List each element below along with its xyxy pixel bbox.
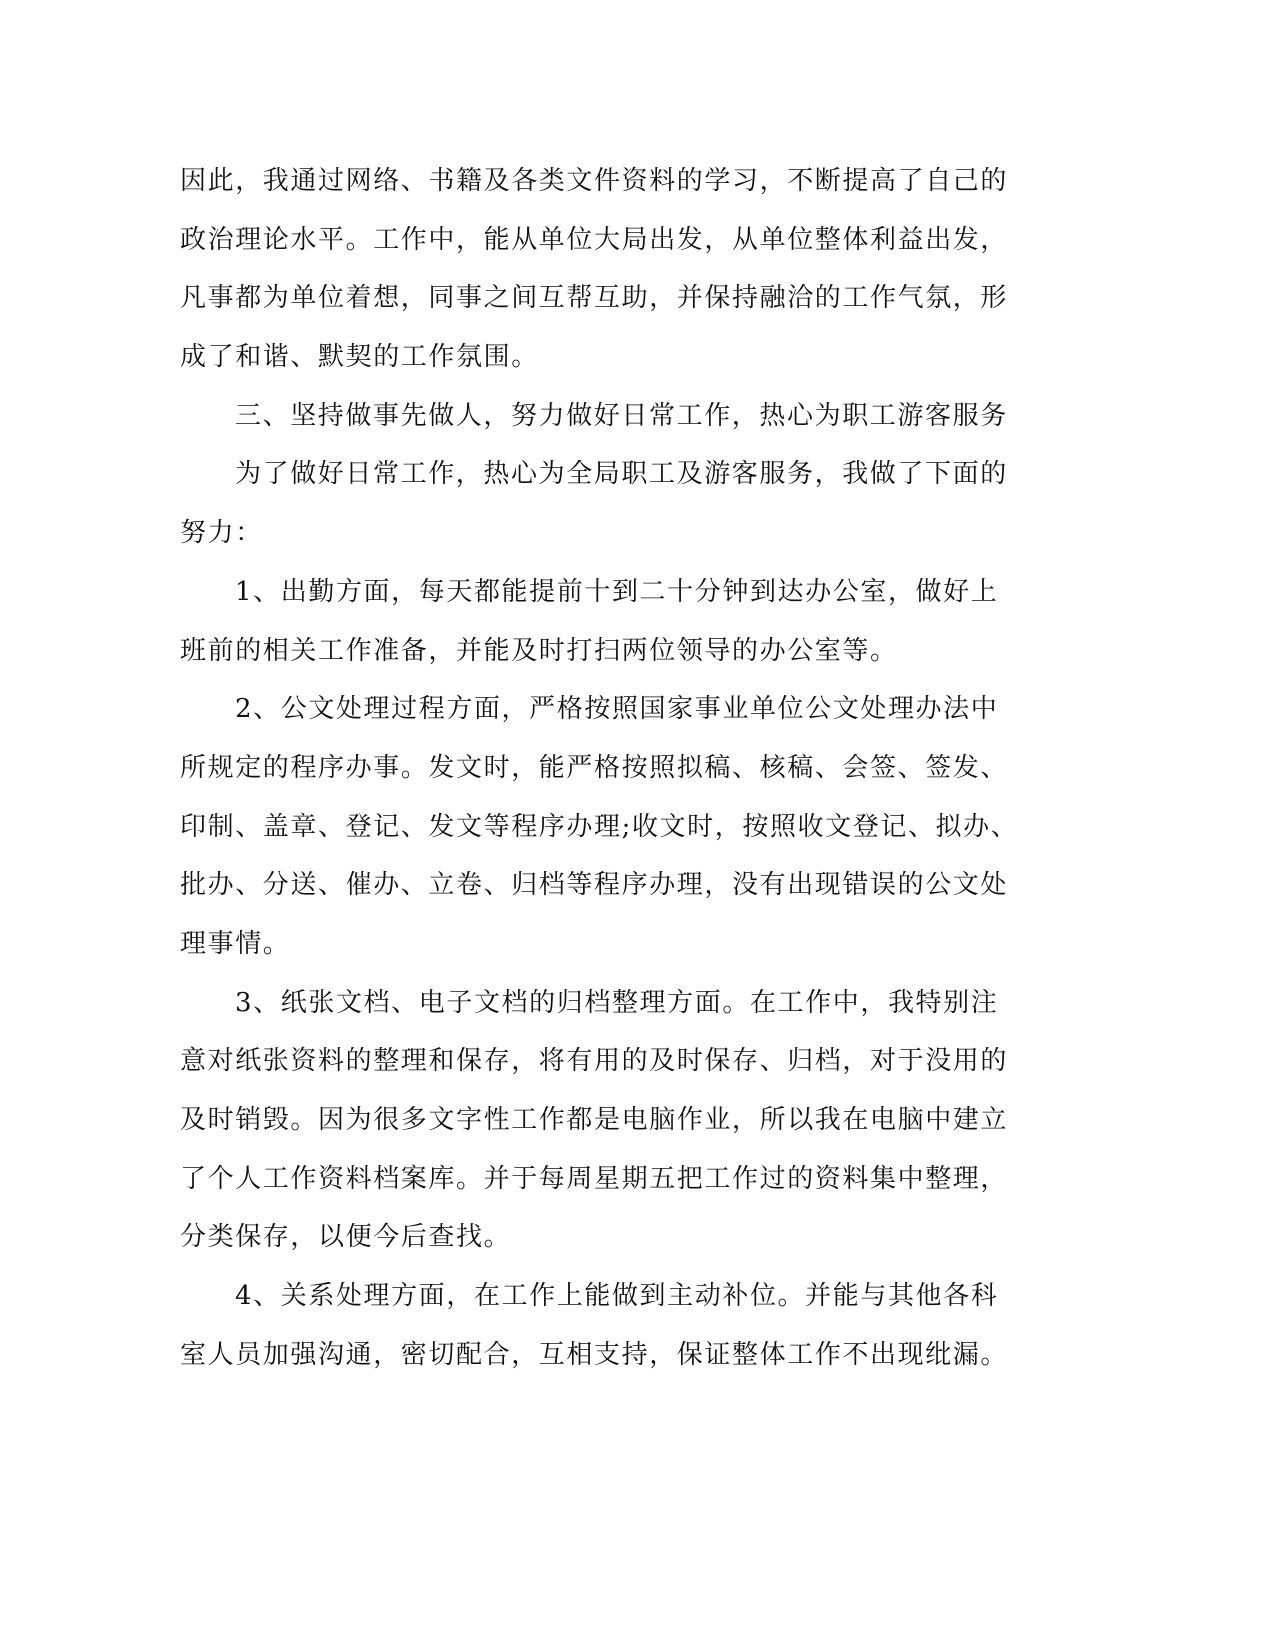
document-page (180, 152, 1040, 1384)
text-line: 所规定的程序办事。发文时，能严格按照拟稿、核稿、会签、签发、 (180, 752, 1009, 783)
text-line: 分类保存，以便今后查找。 (180, 1222, 512, 1253)
paragraph-efforts (180, 445, 1040, 562)
paragraph-item-2 (180, 680, 1040, 973)
text-line: 理事情。 (180, 928, 291, 959)
text-line: 1、出勤方面，每天都能提前十到二十分钟到达办公室，做好上 (235, 576, 999, 607)
section-heading (180, 387, 1040, 446)
text-line: 4、关系处理方面，在工作上能做到主动补位。并能与其他各科 (235, 1281, 999, 1312)
paragraph-item-1 (180, 563, 1040, 680)
text-line: 3、纸张文档、电子文档的归档整理方面。在工作中，我特别注 (235, 987, 999, 1018)
paragraph-intro (180, 152, 1040, 387)
text-line: 了个人工作资料档案库。并于每周星期五把工作过的资料集中整理， (180, 1163, 1009, 1194)
text-line: 印制、盖章、登记、发文等程序办理;收文时，按照收文登记、拟办、 (180, 811, 1019, 842)
text-line: 及时销毁。因为很多文字性工作都是电脑作业，所以我在电脑中建立 (180, 1105, 1009, 1135)
text-line: 班前的相关工作准备，并能及时打扫两位领导的办公室等。 (180, 635, 898, 666)
text-line: 室人员加强沟通，密切配合，互相支持，保证整体工作不出现纰漏。 (180, 1339, 1009, 1370)
text-line: 成了和谐、默契的工作氛围。 (180, 342, 539, 373)
text-line: 批办、分送、催办、立卷、归档等程序办理，没有出现错误的公文处 (180, 870, 1009, 901)
text-line: 努力： (180, 518, 263, 549)
text-line: 凡事都为单位着想，同事之间互帮互助，并保持融洽的工作气氛，形 (180, 283, 1009, 314)
text-line: 三、坚持做事先做人，努力做好日常工作，热心为职工游客服务 (235, 400, 1008, 431)
paragraph-item-4 (180, 1267, 1040, 1384)
text-line: 政治理论水平。工作中，能从单位大局出发，从单位整体利益出发， (180, 224, 1009, 255)
text-line: 2、公文处理过程方面，严格按照国家事业单位公文处理办法中 (235, 694, 999, 725)
text-line: 意对纸张资料的整理和保存，将有用的及时保存、归档，对于没用的 (180, 1046, 1009, 1077)
text-line: 为了做好日常工作，热心为全局职工及游客服务，我做了下面的 (235, 459, 1008, 490)
paragraph-item-3 (180, 974, 1040, 1267)
text-line: 因此，我通过网络、书籍及各类文件资料的学习，不断提高了自己的 (180, 166, 1009, 196)
